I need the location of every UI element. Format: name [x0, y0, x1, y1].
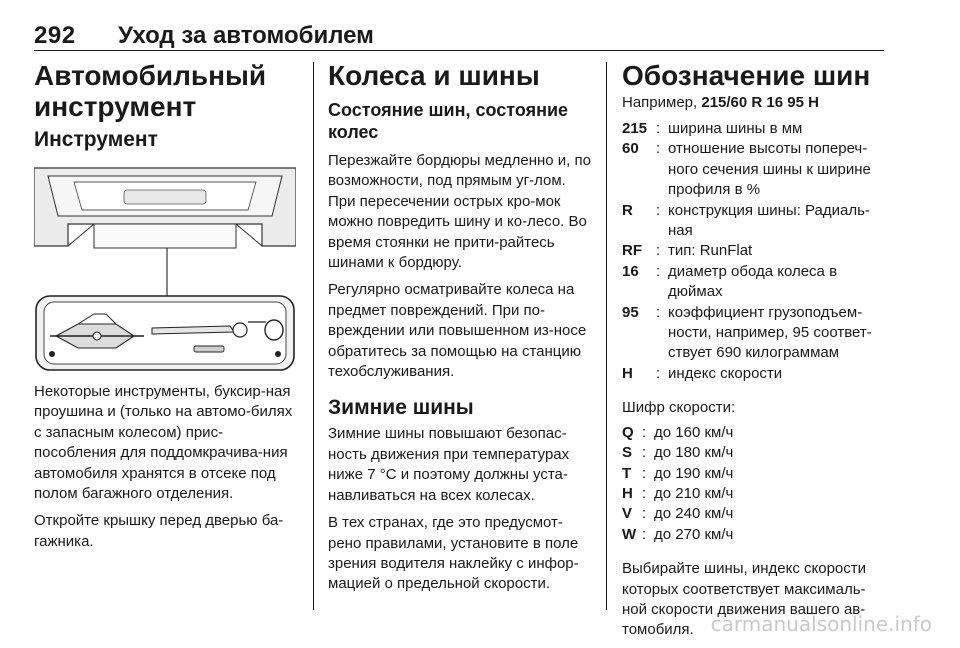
paragraph: В тех странах, где это предусмот-рено правилами, установите в поле зрения водителя наклейку с инфор-мацией о предельной скорости.: [328, 514, 579, 593]
trunk-tools-illustration: [34, 164, 296, 372]
subheading-tools: Инструмент: [34, 128, 158, 151]
subheading-condition: Состояние шин, состояние колес: [328, 100, 569, 142]
definition-value: диаметр обода колеса в дюймах: [668, 262, 838, 301]
section-heading-wheels: Колеса и шины: [328, 60, 540, 91]
paragraph: Некоторые инструменты, буксир-ная проушина и (только на автомо-билях с запасным колесом) прис-пособления для поддомкрачива-ния автомобиля хранятся в отсеке под полом багажного отделения.: [34, 383, 293, 503]
column-2: [328, 58, 594, 602]
section-heading-tools: Автомобильный инструмент: [34, 60, 267, 122]
page-header: [34, 22, 884, 50]
closing-paragraph: Выбирайте шины, индекс скорости которых соответствует максималь-ной скорости движения вашего ав-томобиля.: [622, 560, 867, 639]
paragraph: Откройте крышку перед дверью ба-гажника.: [34, 512, 284, 550]
speed-row: T : до 190 км/ч: [622, 464, 886, 484]
speed-key: S: [622, 444, 633, 462]
speed-value: до 270 км/ч: [654, 525, 734, 543]
definition-value: ширина шины в мм: [668, 120, 803, 137]
example-value: 215/60 R 16 95 H: [701, 94, 819, 111]
definition-key: 60: [622, 140, 639, 158]
definition-value: отношение высоты попереч-ного сечения шины к ширине профиля в %: [668, 140, 871, 199]
definition-list: [622, 119, 886, 384]
definition-row: RF : тип: RunFlat: [622, 241, 886, 261]
definition-key: R: [622, 201, 633, 219]
definition-value: конструкция шины: Радиаль-ная: [668, 201, 870, 240]
speed-key: H: [622, 484, 633, 502]
definition-row: 215 : ширина шины в мм: [622, 119, 886, 139]
paragraph: Зимние шины повышают безопас-ность движения при температурах ниже 7 °C и поэтому должны уста-навливаться на всех колесах.: [328, 425, 570, 504]
watermark: carmanualsonline.info: [710, 612, 932, 636]
paragraph: Регулярно осматривайте колеса на предмет повреждений. При по-вреждении или повышенном из-носе обратитесь за помощью на станцию техобслуживания.: [328, 281, 587, 381]
speed-value: до 240 км/ч: [654, 505, 734, 523]
definition-key: 95: [622, 303, 639, 321]
definition-key: RF: [622, 242, 642, 260]
speed-row: V : до 240 км/ч: [622, 504, 886, 524]
example-line: [622, 93, 886, 113]
definition-key: 215: [622, 120, 648, 137]
speed-row: H : до 210 км/ч: [622, 484, 886, 504]
speed-row: Q : до 160 км/ч: [622, 423, 886, 443]
definition-key: H: [622, 364, 633, 382]
speed-value: до 190 км/ч: [654, 464, 734, 482]
column-1: [34, 58, 296, 559]
header-divider: [34, 50, 884, 51]
definition-row: 95 : коэффициент грузоподъем-ности, например, 95 соответ-ствует 690 килограммам: [622, 303, 886, 364]
speed-index-list: [622, 423, 886, 545]
definition-row: 60 : отношение высоты попереч-ного сечения шины к ширине профиля в %: [622, 139, 886, 200]
definition-row: R : конструкция шины: Радиаль-ная: [622, 201, 886, 242]
definition-value: тип: RunFlat: [668, 242, 753, 260]
column-divider-2: [606, 62, 607, 610]
speed-row: S : до 180 км/ч: [622, 443, 886, 463]
subheading-winter-tyres: Зимние шины: [328, 396, 474, 420]
definition-row: 16 : диаметр обода колеса в дюймах: [622, 262, 886, 303]
definition-key: 16: [622, 262, 639, 280]
definition-value: коэффициент грузоподъем-ности, например, 95 соответ-ствует 690 килограммам: [668, 303, 872, 362]
speed-value: до 160 км/ч: [654, 423, 734, 441]
speed-value: до 180 км/ч: [654, 444, 734, 462]
column-divider-1: [313, 62, 314, 610]
speed-value: до 210 км/ч: [654, 484, 734, 502]
speed-row: W : до 270 км/ч: [622, 525, 886, 545]
speed-key: T: [622, 464, 632, 482]
speed-key: Q: [622, 423, 634, 441]
column-3: [622, 58, 886, 648]
paragraph: Перезжайте бордюры медленно и, по возможности, под прямым уг-лом. При пересечении острых кро-мок можно повредить шину и ко-лесо. Во время стоянки не прити-райтесь шинами к бордюру.: [328, 152, 591, 272]
speed-index-title: Шифр скорости:: [622, 399, 736, 417]
definition-value: индекс скорости: [668, 364, 783, 382]
speed-key: V: [622, 505, 633, 523]
example-prefix: Например,: [622, 94, 702, 111]
definition-row: H : индекс скорости: [622, 364, 886, 384]
section-heading-tyre-designation: Обозначение шин: [622, 60, 871, 91]
speed-key: W: [622, 525, 637, 543]
page-number: 292: [34, 22, 76, 49]
chapter-title: Уход за автомобилем: [118, 22, 374, 49]
